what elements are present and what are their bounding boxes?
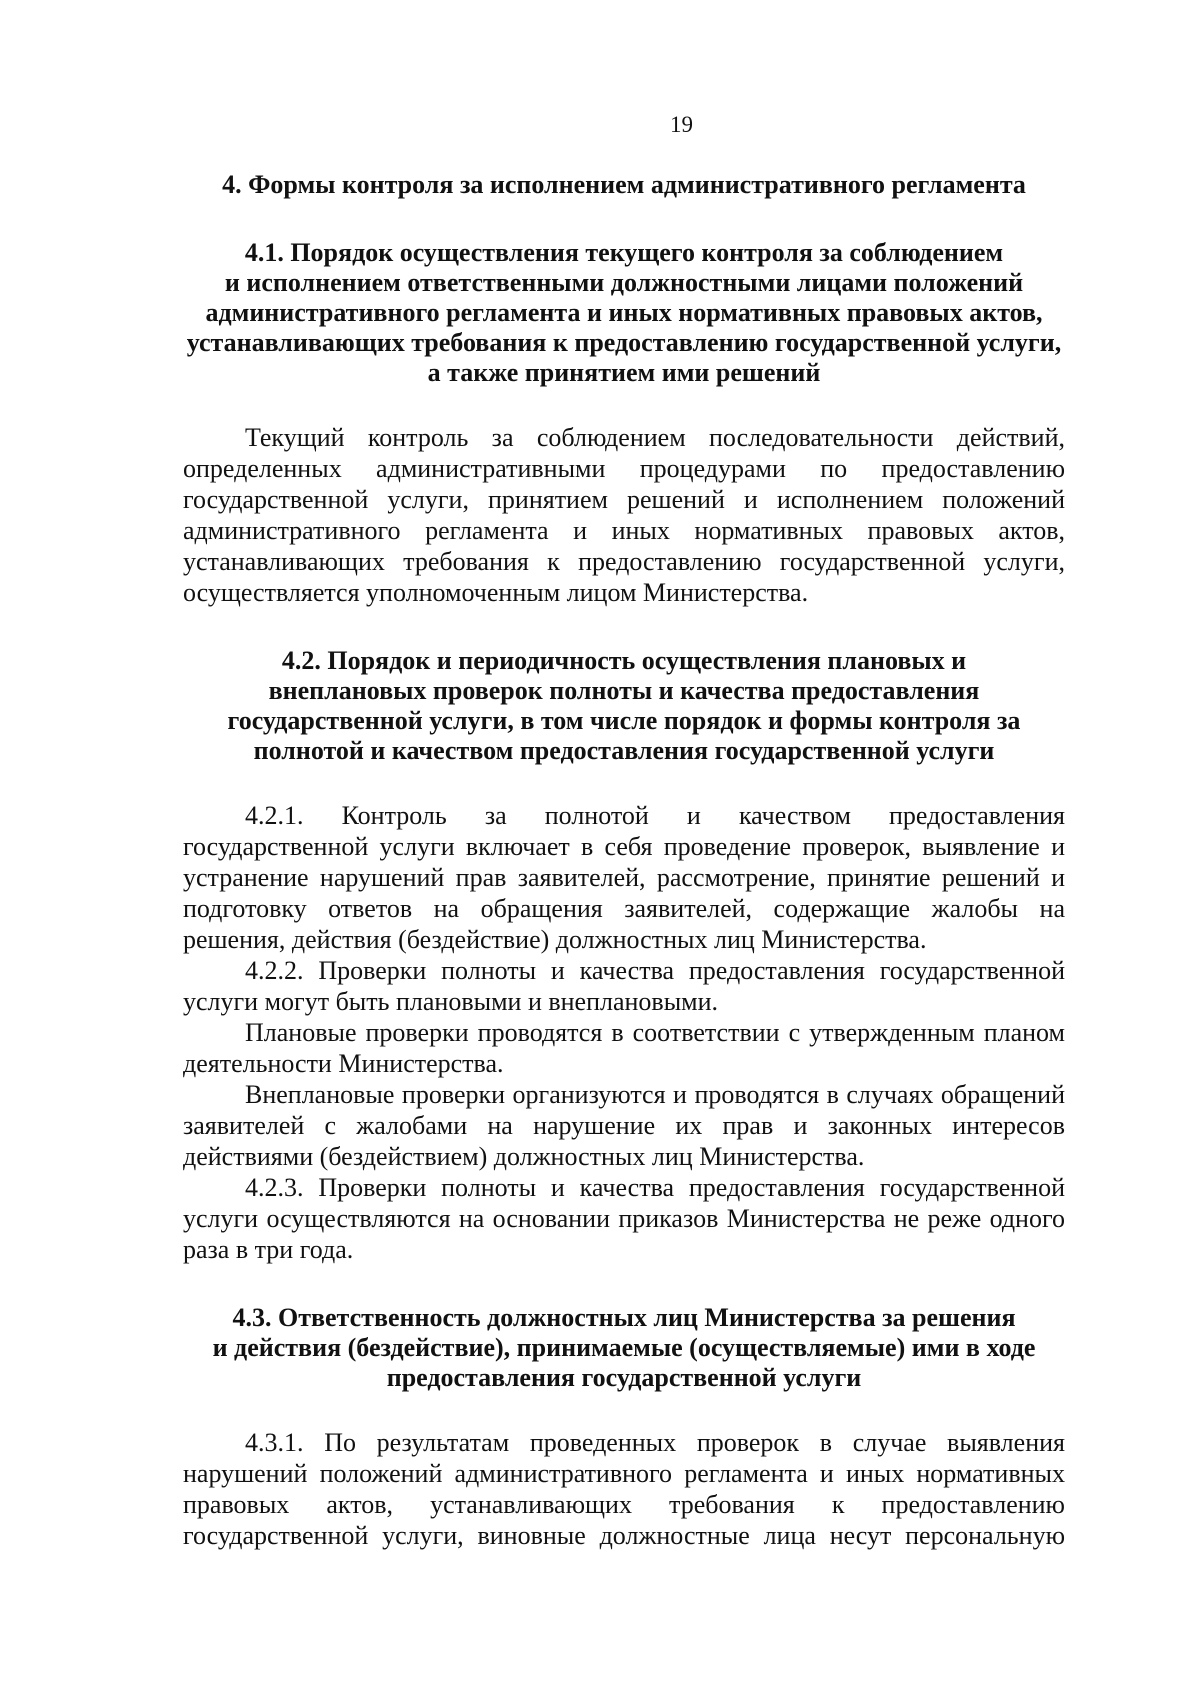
- heading-line: административного регламента и иных нормативных правовых актов,: [205, 298, 1043, 327]
- section-4-3: [183, 1303, 1065, 1551]
- heading-line: 4.2. Порядок и периодичность осуществления плановых и: [281, 646, 967, 675]
- paragraph: 4.2.3. Проверки полноты и качества предоставления государственной услуги осуществляются на основании приказов Министерства не реже одного раза в три года.: [183, 1173, 1065, 1264]
- section-4-2: [183, 646, 1065, 1265]
- paragraph: 4.2.1. Контроль за полнотой и качеством предоставления государственной услуги включает в себя проведение проверок, выявление и устранение нарушений прав заявителей, рассмотрение, принятие решений и подготовку ответов на обращения заявителей, содержащие жалобы на решения, действия (бездействие) должностных лиц Министерства.: [183, 801, 1065, 954]
- page-number: 19: [670, 112, 693, 137]
- paragraph: Внеплановые проверки организуются и проводятся в случаях обращений заявителей с жалобами на нарушение их прав и законных интересов действиями (бездействием) должностных лиц Министерства.: [183, 1080, 1065, 1171]
- heading-line: полнотой и качеством предоставления государственной услуги: [253, 736, 995, 765]
- section-heading: [183, 238, 1065, 388]
- heading-line: 4.1. Порядок осуществления текущего контроля за соблюдением: [244, 238, 1004, 267]
- heading-line: предоставления государственной услуги: [386, 1363, 862, 1392]
- section-heading: [183, 646, 1065, 766]
- section-4-1: [183, 238, 1065, 608]
- heading-line: а также принятием ими решений: [427, 358, 821, 387]
- heading-line: внеплановых проверок полноты и качества предоставления: [268, 676, 980, 705]
- heading-line: и исполнением ответственными должностными лицами положений: [224, 268, 1024, 297]
- heading-line: устанавливающих требования к предоставлению государственной услуги,: [186, 328, 1062, 357]
- paragraph: Плановые проверки проводятся в соответствии с утвержденным планом деятельности Министерства.: [183, 1018, 1065, 1078]
- heading-line: 4.3. Ответственность должностных лиц Министерства за решения: [232, 1303, 1016, 1332]
- paragraph: Текущий контроль за соблюдением последовательности действий, определенных административными процедурами по предоставлению государственной услуги, принятием решений и исполнением положений административного регламента и иных нормативных правовых актов, устанавливающих требования к предоставлению государственной услуги, осуществляется уполномоченным лицом Министерства.: [183, 423, 1065, 607]
- paragraph: 4.3.1. По результатам проведенных проверок в случае выявления нарушений положений административного регламента и иных нормативных правовых актов, устанавливающих требования к предоставлению государственной услуги, виновные должностные лица несут персональную: [183, 1428, 1065, 1550]
- paragraph: 4.2.2. Проверки полноты и качества предоставления государственной услуги могут быть плановыми и внеплановыми.: [183, 956, 1065, 1016]
- heading-line: и действия (бездействие), принимаемые (осуществляемые) ими в ходе: [212, 1333, 1036, 1362]
- section-heading: [183, 1303, 1065, 1393]
- document-body: [183, 170, 1065, 1551]
- heading-line: государственной услуги, в том числе порядок и формы контроля за: [227, 706, 1021, 735]
- chapter-heading: 4. Формы контроля за исполнением административного регламента: [222, 170, 1026, 199]
